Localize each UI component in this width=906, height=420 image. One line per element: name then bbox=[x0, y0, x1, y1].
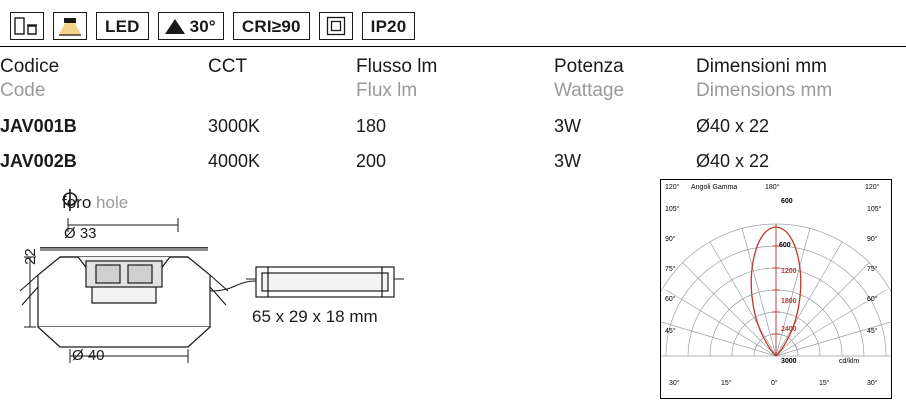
header-code-en: Code bbox=[0, 79, 46, 101]
header-wattage-it: Potenza bbox=[554, 56, 624, 77]
beam-triangle-icon bbox=[164, 18, 186, 35]
driver-box bbox=[246, 267, 404, 297]
double-square-icon bbox=[325, 15, 347, 37]
polar-right-angle-90: 90° bbox=[867, 235, 878, 243]
hole-label-it: foro bbox=[62, 192, 92, 212]
polar-bottom-angle-30l: 30° bbox=[669, 379, 680, 387]
hole-diameter-label: Ø 33 bbox=[64, 224, 97, 242]
polar-right-angle-105: 105° bbox=[867, 205, 882, 213]
spec-table-wrap bbox=[0, 47, 906, 179]
polar-value-3000: 3000 bbox=[781, 357, 797, 365]
polar-top-right-angle: 120° bbox=[865, 183, 880, 191]
header-wattage bbox=[554, 47, 696, 109]
polar-left-angle-45: 45° bbox=[665, 327, 676, 335]
polar-value-1200: 1200 bbox=[781, 267, 797, 275]
cri-badge bbox=[233, 12, 310, 40]
polar-bottom-angle-0: 0° bbox=[771, 379, 778, 387]
row1-flux: 200 bbox=[356, 150, 387, 171]
badge-row bbox=[0, 0, 906, 44]
polar-bottom-angle-15l: 15° bbox=[721, 379, 732, 387]
outer-diameter-label: Ø 40 bbox=[72, 346, 105, 364]
row0-flux: 180 bbox=[356, 115, 387, 136]
polar-right-angle-75: 75° bbox=[867, 265, 878, 273]
polar-bottom-angle-30r: 30° bbox=[867, 379, 878, 387]
header-cct bbox=[208, 47, 356, 109]
polar-bottom-angle-15r: 15° bbox=[819, 379, 830, 387]
row0-cct: 3000K bbox=[208, 115, 261, 136]
beam-angle-label: 30° bbox=[189, 16, 216, 36]
row1-wattage: 3W bbox=[554, 150, 581, 171]
recessed-icon bbox=[10, 12, 44, 40]
cri-badge-label: CRI≥90 bbox=[241, 16, 301, 36]
header-code-it: Codice bbox=[0, 56, 60, 77]
polar-title: Angoli Gamma bbox=[691, 183, 738, 191]
polar-top-center-angle: 180° bbox=[765, 183, 780, 191]
lower-section bbox=[0, 179, 906, 407]
beam-angle-badge bbox=[158, 12, 224, 40]
hole-label bbox=[62, 193, 128, 213]
polar-right-angle-60: 60° bbox=[867, 295, 878, 303]
ceiling-cut-line bbox=[40, 247, 208, 251]
polar-unit-label: cd/klm bbox=[839, 357, 860, 365]
row1-dimensions: Ø40 x 22 bbox=[696, 150, 770, 171]
led-badge bbox=[96, 12, 149, 40]
header-code bbox=[0, 47, 208, 109]
hole-label-en: hole bbox=[96, 192, 129, 212]
row1-cct: 4000K bbox=[208, 150, 261, 171]
row0-code: JAV001B bbox=[0, 115, 77, 136]
polar-top-left-angle: 120° bbox=[665, 183, 680, 191]
header-flux bbox=[356, 47, 554, 109]
downlight-beam-icon bbox=[53, 12, 87, 40]
table-row bbox=[0, 109, 906, 144]
led-badge-label: LED bbox=[105, 16, 140, 36]
table-row bbox=[0, 144, 906, 179]
polar-right-angle-45: 45° bbox=[867, 327, 878, 335]
header-flux-it: Flusso lm bbox=[356, 56, 438, 77]
polar-value-1800: 1800 bbox=[781, 297, 797, 305]
header-wattage-en: Wattage bbox=[554, 79, 625, 101]
header-cct-it: CCT bbox=[208, 56, 248, 77]
polar-value-2400: 2400 bbox=[781, 325, 797, 333]
class-badge bbox=[319, 12, 353, 40]
row1-code: JAV002B bbox=[0, 150, 77, 171]
header-dimensions-en: Dimensions mm bbox=[696, 79, 833, 101]
header-flux-en: Flux lm bbox=[356, 79, 418, 101]
ip-badge bbox=[362, 12, 416, 40]
polar-value-600: 600 bbox=[779, 241, 791, 249]
polar-left-angle-75: 75° bbox=[665, 265, 676, 273]
table-header-row bbox=[0, 47, 906, 109]
row0-wattage: 3W bbox=[554, 115, 581, 136]
driver-dimension-label: 65 x 29 x 18 mm bbox=[252, 306, 378, 326]
header-cct-en bbox=[208, 79, 356, 103]
spec-table bbox=[0, 47, 906, 179]
driver-cable bbox=[210, 281, 256, 291]
drawing-svg bbox=[0, 179, 640, 407]
polar-svg bbox=[661, 180, 891, 398]
polar-left-angle-90: 90° bbox=[665, 235, 676, 243]
fixture-section bbox=[20, 257, 228, 347]
polar-value-600-top: 600 bbox=[781, 197, 793, 205]
row0-dimensions: Ø40 x 22 bbox=[696, 115, 770, 136]
polar-left-angle-60: 60° bbox=[665, 295, 676, 303]
polar-left-angle-105: 105° bbox=[665, 205, 680, 213]
header-dimensions-it: Dimensioni mm bbox=[696, 56, 827, 77]
ip-badge-label: IP20 bbox=[370, 16, 407, 36]
header-dimensions bbox=[696, 47, 906, 109]
polar-diagram bbox=[660, 179, 892, 399]
technical-drawing bbox=[0, 179, 640, 407]
height-dimension-label: 22 bbox=[22, 247, 39, 265]
